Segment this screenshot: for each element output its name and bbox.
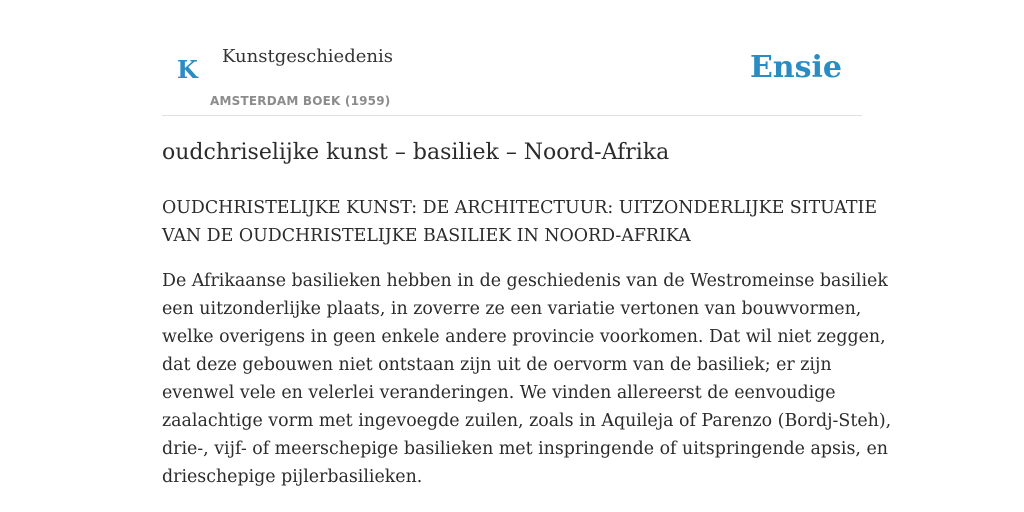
source-label: AMSTERDAM BOEK (1959) [210, 94, 391, 108]
article-title: oudchriselijke kunst – basiliek – Noord-Afrika [162, 140, 670, 165]
body-line: drie-, vijf- of meerschepige basilieken met inspringende of uitspringende apsis, en [162, 439, 888, 459]
subtitle-line: OUDCHRISTELIJKE KUNST: DE ARCHITECTUUR: UITZONDERLIJKE SITUATIE [162, 198, 878, 218]
article-subtitle [162, 194, 878, 250]
body-line: De Afrikaanse basilieken hebben in de geschiedenis van de Westromeinse basiliek [162, 271, 888, 291]
category-letter-icon: K [177, 55, 198, 84]
category-link[interactable]: Kunstgeschiedenis [222, 46, 393, 67]
body-line: zaalachtige vorm met ingevoegde zuilen, zoals in Aquileja of Parenzo (Bordj-Steh), [162, 411, 892, 431]
body-line: een uitzonderlijke plaats, in zoverre ze een variatie vertonen van bouwvormen, [162, 299, 862, 319]
article-body [162, 267, 892, 491]
body-line: drieschepige pijlerbasilieken. [162, 467, 423, 487]
body-line: welke overigens in geen enkele andere provincie voorkomen. Dat wil niet zeggen, [162, 327, 886, 347]
header [162, 40, 862, 116]
brand-logo[interactable]: Ensie [749, 50, 842, 85]
body-line: evenwel vele en velerlei veranderingen. We vinden allereerst de eenvoudige [162, 383, 836, 403]
subtitle-line: VAN DE OUDCHRISTELIJKE BASILIEK IN NOORD-AFRIKA [162, 226, 691, 246]
body-line: dat deze gebouwen niet ontstaan zijn uit de oervorm van de basiliek; er zijn [162, 355, 832, 375]
